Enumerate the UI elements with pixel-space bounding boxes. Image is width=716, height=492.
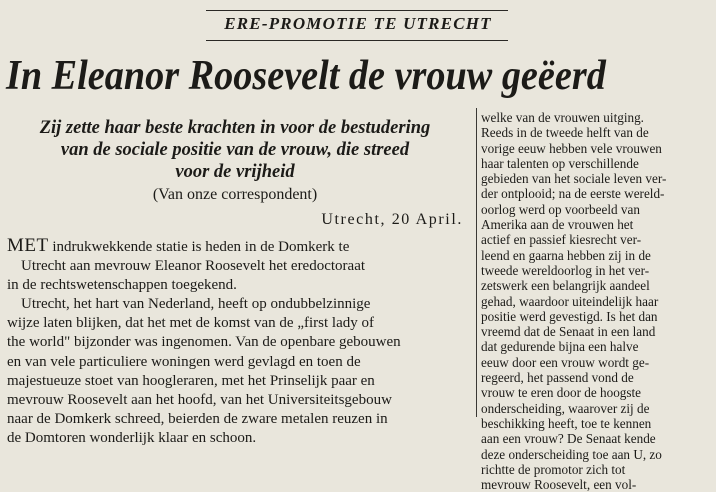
kicker: ERE-PROMOTIE TE UTRECHT bbox=[224, 14, 492, 33]
byline: (Van onze correspondent) bbox=[152, 186, 318, 203]
text-line: richtte de promotor zich tot bbox=[481, 461, 626, 477]
text-line: de Domtoren wonderlijk klaar en schoon. bbox=[7, 429, 257, 446]
text-line: regeerd, het passend vond de bbox=[481, 370, 634, 386]
article-right-column bbox=[481, 110, 711, 492]
text-line: der ontplooid; na de eerste wereld- bbox=[481, 186, 665, 202]
text-line: eeuw door een vrouw wordt ge- bbox=[481, 354, 650, 370]
text-line: vrouw te eren door de hoogste bbox=[481, 385, 642, 401]
text-line: en van vele particuliere woningen werd gevlagd en toen de bbox=[7, 353, 361, 370]
text-line: positie werd gevestigd. Is het dan bbox=[481, 308, 658, 324]
text-line: Amerika aan de vrouwen het bbox=[481, 217, 634, 233]
text-line: deze onderscheiding toe aan U, zo bbox=[481, 446, 662, 462]
text-line: onderscheiding, waarover zij de bbox=[481, 400, 650, 416]
text-line: Reeds in de tweede helft van de bbox=[481, 125, 649, 141]
drop-cap: MET bbox=[7, 235, 49, 256]
kicker-bottom-rule bbox=[206, 40, 508, 41]
text-line: vreemd dat de Senaat in een land bbox=[481, 324, 656, 340]
text-line: Utrecht aan mevrouw Eleanor Roosevelt het eredoctoraat bbox=[21, 258, 366, 275]
text-line: beschikking heeft, toe te kennen bbox=[481, 415, 652, 431]
article-left-column bbox=[7, 236, 467, 448]
text-line: in de rechtswetenschappen toegekend. bbox=[7, 277, 237, 294]
text-line: welke van de vrouwen uitging. bbox=[481, 110, 644, 125]
subheadline-line: Zij zette haar beste krachten in voor de bestudering bbox=[39, 118, 431, 138]
text-line: naar de Domkerk schreed, beierden de zware metalen reuzen in bbox=[7, 410, 388, 427]
text-line: the world" bijzonder was ingenomen. Van de openbare gebouwen bbox=[7, 334, 401, 351]
text-line: actief en passief kiesrecht ver- bbox=[481, 232, 642, 248]
kicker-top-rule bbox=[206, 10, 508, 11]
text-line: wijze laten blijken, dat het met de komst van de „first lady of bbox=[7, 315, 374, 332]
headline: In Eleanor Roosevelt de vrouw geëerd bbox=[6, 53, 606, 99]
column-rule bbox=[476, 108, 477, 417]
text-line: gehad, waardoor uiteindelijk haar bbox=[481, 293, 659, 309]
text-line: Utrecht, het hart van Nederland, heeft op ondubbelzinnige bbox=[21, 296, 371, 313]
text-line: haar talenten op verschillende bbox=[481, 155, 639, 171]
text-line: dat gedurende bijna een halve bbox=[481, 339, 639, 355]
text-line bbox=[7, 236, 467, 257]
text-line: mevrouw Roosevelt aan het hoofd, van het Universiteitsgebouw bbox=[7, 391, 392, 408]
text-line: gebieden van het sociale leven ver- bbox=[481, 171, 667, 187]
subheadline bbox=[0, 117, 470, 183]
text-line: leend en gaarna hebben zij in de bbox=[481, 247, 651, 263]
subheadline-line: van de sociale positie van de vrouw, die streed bbox=[60, 140, 410, 160]
text-line: majestueuze stoet van hoogleraren, met het Prinselijk paar en bbox=[7, 372, 375, 389]
text-line: mevrouw Roosevelt, een vol- bbox=[481, 477, 637, 492]
subheadline-line: voor de vrijheid bbox=[175, 162, 295, 182]
text-line: vorige eeuw hebben vele vrouwen bbox=[481, 140, 662, 156]
text-line: tweede wereldoorlog in het ver- bbox=[481, 262, 650, 278]
dateline: Utrecht, 20 April. bbox=[321, 211, 463, 228]
text-line: zetswerk een belangrijk aandeel bbox=[481, 278, 650, 294]
text-line: aan een vrouw? De Senaat kende bbox=[481, 431, 656, 447]
text-line-body: indrukwekkende statie is heden in de Domkerk te bbox=[48, 239, 350, 255]
text-line: oorlog werd op voorbeeld van bbox=[481, 201, 640, 217]
